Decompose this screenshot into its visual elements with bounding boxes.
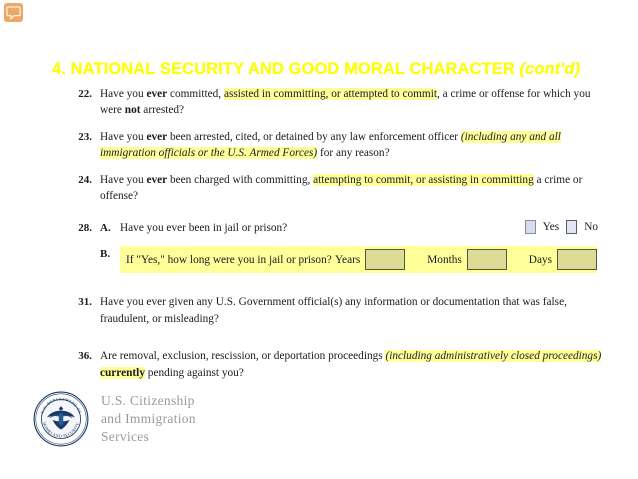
form-question-list bbox=[0, 86, 638, 381]
question-number-28b-spacer bbox=[70, 246, 100, 273]
agency-name bbox=[101, 392, 196, 446]
label-no-28a: No bbox=[584, 220, 598, 233]
question-text-28b: If "Yes," how long were you in jail or prison? bbox=[126, 253, 332, 266]
question-row-31 bbox=[0, 294, 638, 327]
agency-name-line1: U.S. Citizenship bbox=[101, 393, 195, 409]
checkbox-no-28a[interactable] bbox=[566, 220, 577, 234]
q22-part1: Have you bbox=[100, 88, 147, 100]
q23-ever-bold: ever bbox=[146, 130, 168, 143]
footer-branding bbox=[33, 391, 196, 447]
page-title bbox=[52, 60, 580, 79]
comment-bubble-icon[interactable] bbox=[4, 3, 23, 22]
q24-part2: been charged with committing, bbox=[167, 173, 314, 186]
q22-highlight: assisted in committing, or attempted to commit bbox=[223, 88, 437, 100]
q22-part2: committed, bbox=[167, 88, 224, 100]
q24-part1: Have you bbox=[100, 173, 147, 186]
input-months[interactable] bbox=[467, 249, 507, 270]
years-field-group bbox=[335, 249, 405, 270]
svg-text:U.S. DEPARTMENT OF: U.S. DEPARTMENT OF bbox=[39, 396, 83, 415]
page-title-contd: (cont'd) bbox=[519, 60, 581, 78]
q22-ever-bold: ever bbox=[146, 88, 168, 100]
question-text-28a: Have you ever been in jail or prison? bbox=[120, 221, 288, 234]
question-text-22 bbox=[100, 86, 638, 119]
q24-ever-bold: ever bbox=[146, 173, 168, 186]
q22-part3: , a crime or offense for which you were bbox=[100, 88, 591, 117]
duration-input-band-28b bbox=[120, 246, 597, 273]
q36-part2: pending against you? bbox=[144, 366, 244, 379]
q23-part1: Have you bbox=[100, 130, 147, 143]
question-number-31: 31. bbox=[78, 296, 92, 309]
q23-highlight: (including any and all immigration officials or the U.S. Armed Forces) bbox=[100, 130, 561, 160]
label-yes-28a: Yes bbox=[542, 220, 560, 233]
question-text-36 bbox=[100, 348, 638, 381]
q36-highlight-italic: (including administratively closed proceedings) bbox=[385, 350, 602, 363]
question-row-28b bbox=[0, 246, 638, 273]
svg-text:HOMELAND SECURITY: HOMELAND SECURITY bbox=[41, 421, 81, 439]
label-years: Years bbox=[335, 253, 361, 266]
months-field-group bbox=[427, 249, 507, 270]
days-field-group bbox=[529, 249, 597, 270]
question-number-36: 36. bbox=[78, 350, 92, 363]
q24-highlight: attempting to commit, or assisting in committing bbox=[313, 173, 534, 186]
q23-part2: been arrested, cited, or detained by any law enforcement officer bbox=[167, 130, 461, 143]
q22-not-bold: not bbox=[124, 104, 141, 117]
yes-no-group-28a bbox=[525, 219, 598, 235]
question-text-24 bbox=[100, 172, 638, 205]
checkbox-yes-28a[interactable] bbox=[525, 220, 536, 234]
question-row-24 bbox=[0, 172, 638, 205]
q36-part1: Are removal, exclusion, rescission, or deportation proceedings bbox=[100, 350, 386, 363]
question-number-22: 22. bbox=[78, 88, 92, 100]
label-days: Days bbox=[528, 253, 552, 266]
q22-part4: arrested? bbox=[140, 104, 185, 117]
page-title-main: 4. NATIONAL SECURITY AND GOOD MORAL CHARACTER bbox=[52, 60, 515, 78]
question-number-24: 24. bbox=[78, 173, 92, 186]
question-text-31: Have you ever given any U.S. Government official(s) any information or documentation that was false, fraudulent, or misleading? bbox=[100, 296, 567, 325]
question-row-28a bbox=[0, 220, 638, 236]
question-number-23: 23. bbox=[78, 130, 92, 143]
dhs-seal-icon bbox=[33, 391, 89, 447]
q23-part3: for any reason? bbox=[317, 147, 390, 160]
question-28-sub-a: A. bbox=[100, 222, 111, 235]
question-row-23 bbox=[0, 129, 638, 162]
question-28-sub-b: B. bbox=[100, 248, 111, 261]
question-number-28: 28. bbox=[78, 222, 92, 235]
agency-name-line3: Services bbox=[101, 428, 150, 444]
input-days[interactable] bbox=[557, 249, 597, 270]
input-years[interactable] bbox=[365, 249, 405, 270]
q36-highlight-bold: currently bbox=[100, 366, 145, 379]
q24-part3: a crime or offense? bbox=[100, 173, 583, 203]
question-row-36 bbox=[0, 348, 638, 381]
agency-name-line2: and Immigration bbox=[101, 411, 196, 427]
question-text-23 bbox=[100, 129, 638, 162]
question-row-22 bbox=[0, 86, 638, 119]
label-months: Months bbox=[427, 253, 462, 266]
